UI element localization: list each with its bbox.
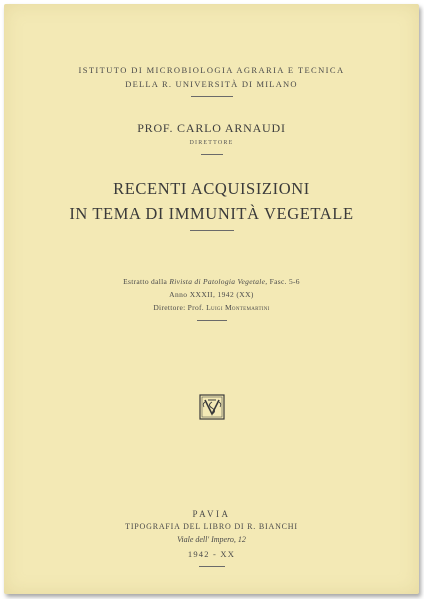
printer-monogram-icon (199, 394, 225, 420)
extract-line (4, 277, 419, 286)
journal-name: Rivista di Patologia Vegetale (169, 277, 266, 286)
divider (197, 320, 227, 321)
institute-line-1: ISTITUTO DI MICROBIOLOGIA AGRARIA E TECNICA (78, 65, 345, 75)
director-prefix: Direttore: Prof. (153, 303, 204, 312)
book-cover (4, 4, 419, 594)
extract-prefix: Estratto dalla (123, 277, 168, 286)
printer-name: TIPOGRAFIA DEL LIBRO DI R. BIANCHI (125, 522, 298, 531)
author-role: DIRETTORE (189, 140, 234, 146)
publication-year: 1942 - XX (187, 549, 236, 559)
publisher-city: PAVIA (192, 509, 231, 519)
fascicle: , Fasc. 5-6 (265, 277, 300, 286)
institute-line-2: DELLA R. UNIVERSITÀ DI MILANO (125, 79, 298, 89)
title-line-1: RECENTI ACQUISIZIONI (113, 179, 310, 198)
journal-director (4, 303, 419, 312)
author-name: PROF. CARLO ARNAUDI (137, 121, 286, 135)
director-name: Luigi Montemartini (206, 303, 270, 312)
divider (199, 566, 225, 567)
divider (190, 230, 234, 231)
title-line-2: IN TEMA DI IMMUNITÀ VEGETALE (69, 204, 354, 223)
printer-address: Viale dell' Impero, 12 (177, 535, 246, 544)
divider (201, 154, 223, 155)
extract-year: Anno XXXII, 1942 (XX) (169, 290, 254, 299)
divider (191, 96, 233, 97)
